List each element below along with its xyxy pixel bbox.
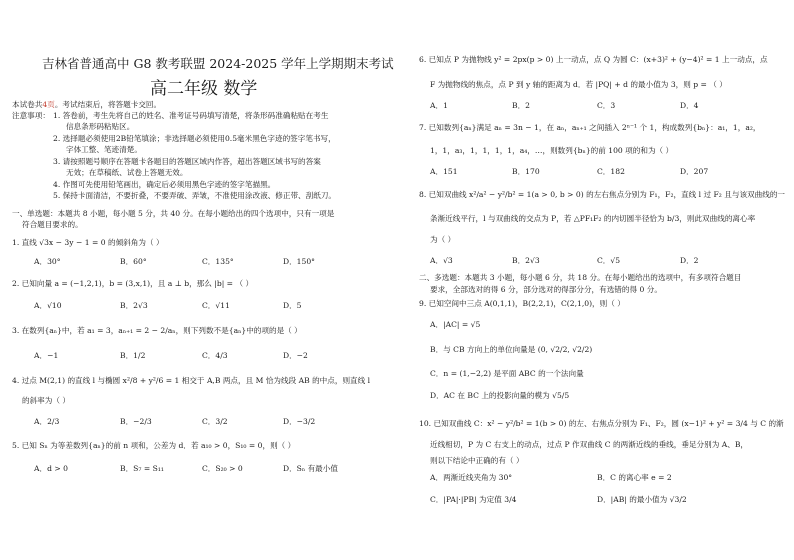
question-stem: 8. 已知双曲线 x²/a² − y²/b² = 1(a > 0, b > 0) 的左右焦点分别为 F₁，F₂，直线 l 过 F₂ 且与该双曲线的一 (419, 190, 786, 199)
option-b: B．−2/3 (120, 417, 152, 426)
option-d: D．AC 在 BC 上的投影向量的模为 √5/5 (430, 391, 570, 400)
option-b: B．1/2 (120, 351, 146, 360)
option-c: C．n = (1,−2,2) 是平面 ABC 的一个法向量 (430, 369, 584, 378)
question-stem: 1. 直线 √3x − 3y − 1 = 0 的倾斜角为（ ） (12, 238, 164, 247)
option-d: D．−2 (283, 351, 308, 360)
question-stem: 10. 已知双曲线 C：x² − y²/b² = 1(b > 0) 的左、右焦点分别为 F₁、F₂，圆 (x−1)² + y² = 3/4 与 C 的渐 (419, 419, 784, 428)
option-b: B．2 (512, 101, 531, 110)
option-b: B．2√3 (120, 301, 148, 310)
option-c: C．182 (597, 167, 625, 176)
right-column (397, 0, 794, 560)
option-c: C．3/2 (202, 417, 228, 426)
notice-item: 无效；在草稿纸、试卷上答题无效。 (66, 168, 188, 177)
option-a: A．|AC| = √5 (430, 320, 481, 329)
option-c: C．S₂₀ > 0 (202, 464, 243, 473)
option-c: C．√11 (202, 301, 230, 310)
section2-heading-cont: 要求，全部选对的得 6 分，部分选对的得部分分，有选错的得 0 分。 (430, 285, 662, 294)
question-stem-cont: 的斜率为（ ） (22, 396, 70, 405)
option-a: A．1 (430, 101, 448, 110)
option-a: A．30° (34, 257, 61, 266)
option-a: A．d > 0 (34, 464, 68, 473)
question-stem-cont: 则以下结论中正确的有（ ） (430, 456, 524, 465)
question-stem: 9. 已知空间中三点 A(0,1,1)，B(2,2,1)，C(2,1,0)，则（ ） (419, 299, 625, 308)
question-stem: 6. 已知点 P 为抛物线 y² = 2px(p > 0) 上一动点，点 Q 为圆 C：(x+3)² + (y−4)² = 1 上一动点，点 (419, 55, 768, 64)
option-c: C．135° (202, 257, 234, 266)
notice-item: 1. 答卷前，考生先将自己的姓名、准考证号码填写清楚，将条形码准确粘贴在考生 (53, 111, 329, 120)
question-stem-cont: 1，1，a₃，1，1，1，1，a₄，…，则数列{bₙ}的前 100 项的和为（ ） (430, 146, 674, 155)
option-d: D．207 (680, 167, 709, 176)
option-a: A．√10 (34, 301, 62, 310)
notice-item: 5. 保持卡面清洁，不要折叠，不要弄破、弄皱，不准使用涂改液、修正带、刮纸刀。 (53, 191, 337, 200)
notice-item: 3. 请按照题号顺序在答题卡各题目的答题区域内作答，超出答题区域书写的答案 (53, 157, 321, 166)
question-stem-cont: 为（ ） (430, 235, 456, 244)
notice-item: 4. 作图可先使用铅笔画出，确定后必须用黑色字迹的签字笔描黑。 (53, 180, 276, 189)
exam-title: 吉林省普通高中 G8 教考联盟 2024-2025 学年上学期期末考试 (42, 56, 394, 71)
question-stem-cont: 近线相切，P 为 C 右支上的动点，过点 P 作双曲线 C 的两渐近线的垂线，垂足分别为 A、B， (430, 440, 748, 449)
option-d: D．Sₙ 有最小值 (283, 464, 338, 473)
question-stem: 5. 已知 Sₙ 为等差数列{aₙ}的前 n 项和，公差为 d．若 a₁₀ > 0，S₁₀ = 0，则（ ） (12, 441, 296, 450)
option-b: B．C 的离心率 e = 2 (597, 473, 672, 482)
pages-count: 4页 (42, 100, 55, 109)
section2-heading: 二、多选题：本题共 3 小题，每小题 6 分，共 18 分。在每小题给出的选项中，有多项符合题目 (419, 273, 742, 282)
exam-subtitle: 高二年级 数学 (150, 79, 258, 99)
notice-item: 2. 选择题必须使用2B铅笔填涂；非选择题必须使用0.5毫米黑色字迹的签字笔书写， (53, 134, 336, 143)
option-c: C．4/3 (202, 351, 228, 360)
option-d: D．4 (680, 101, 699, 110)
question-stem-cont: F 为抛物线的焦点，点 P 到 y 轴的距离为 d．若 |PQ| + d 的最小值为 3，则 p = （ ） (430, 80, 727, 89)
option-c: C．3 (597, 101, 616, 110)
notice-item: 信息条形码粘贴区。 (66, 122, 135, 131)
option-d: D．5 (283, 301, 302, 310)
option-d: D．−3/2 (283, 417, 316, 426)
section1-heading: 一、单选题：本题共 8 小题，每小题 5 分，共 40 分。在每小题给出的四个选项中，只有一项是 (12, 209, 335, 218)
option-a: A．两渐近线夹角为 30° (430, 473, 513, 482)
option-b: B．170 (512, 167, 540, 176)
option-b: B．S₇ = S₁₁ (120, 464, 164, 473)
question-stem: 4. 过点 M(2,1) 的直线 l 与椭圆 x²/8 + y²/6 = 1 相交于 A,B 两点，且 M 恰为线段 AB 的中点，则直线 l (12, 376, 371, 385)
question-stem-cont: 条渐近线平行，l 与双曲线的交点为 P，若 △PF₁F₂ 的内切圆半径恰为 b/3，则此双曲线的离心率 (430, 214, 756, 223)
question-stem: 3. 在数列{aₙ}中，若 a₁ = 3，aₙ₊₁ = 2 − 2/aₙ，则下列数不是{aₙ}中的项的是（ ） (12, 326, 302, 335)
option-d: D．150° (283, 257, 315, 266)
option-a: A．−1 (34, 351, 59, 360)
section1-heading-cont: 符合题目要求的。 (22, 220, 83, 229)
option-d: D．2 (680, 256, 699, 265)
notice-pages: 本试卷共4页。考试结束后，将答题卡交回。 (12, 100, 162, 109)
option-b: B．2√3 (512, 256, 540, 265)
option-b: B．与 CB 方向上的单位向量是 (0, √2/2, √2/2) (430, 345, 593, 354)
question-stem: 2. 已知向量 a = (−1,2,1)，b = (3,x,1)，且 a ⊥ b，那么 |b| = （ ） (12, 279, 254, 288)
option-d: D．|AB| 的最小值为 √3/2 (597, 495, 687, 504)
option-c: C．|PA|·|PB| 为定值 3/4 (430, 495, 517, 504)
option-a: A．151 (430, 167, 458, 176)
option-a: A．2/3 (34, 417, 60, 426)
notice-label: 注意事项： (12, 111, 50, 120)
question-stem: 7. 已知数列{aₙ}满足 aₙ = 3n − 1，在 aₙ，aₙ₊₁ 之间插入 2ⁿ⁻¹ 个 1，构成数列{bₙ}：a₁，1，a₂， (419, 123, 761, 132)
option-b: B．60° (120, 257, 147, 266)
option-c: C．√5 (597, 256, 621, 265)
option-a: A．√3 (430, 256, 453, 265)
notice-item: 字体工整、笔迹清楚。 (66, 145, 142, 154)
